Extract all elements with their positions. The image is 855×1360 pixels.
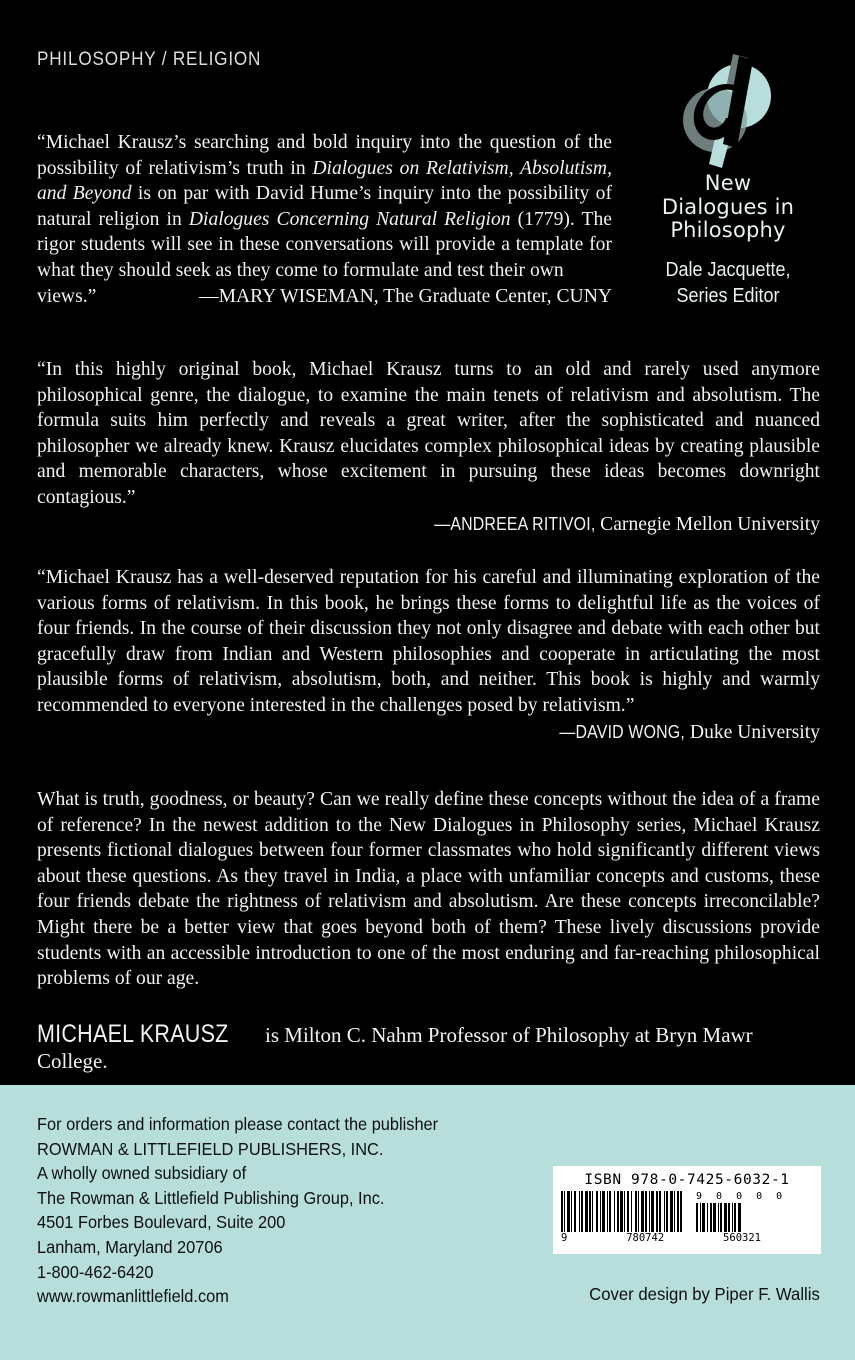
ean-group-1: 780742 [626,1232,665,1244]
blurb-2-attribution-name: —ANDREEA RITIVOI, [434,512,596,534]
book-description-text: What is truth, goodness, or beauty? Can we really define these concepts without the idea of a frame of reference? In the newest addition to the New Dialogues in Philosophy series, Michael Krausz presents fictional dialogues between four former classmates who hold significantly different views about these questions. As they travel in India, a place with unfamiliar concepts and customs, these four friends debate the rightness of relativism and absolutism. Are these concepts irreconcilable? Might there be a better view that goes beyond both of them? These lively discussions provide students with an accessible introduction to one of the most enduring and far-reaching philosophical problems of our age. [37,789,820,990]
blurb-3 [37,565,820,745]
series-name-line-1: New [704,171,752,195]
barcode-addon-number: 9 0 0 0 0 [696,1191,787,1202]
blurb-2-attribution [37,511,820,538]
ean13-bars [561,1191,682,1235]
book-description [37,787,820,992]
category-label: PHILOSOPHY / RELIGION [37,48,262,70]
series-name-line-2: Dialogues in [661,194,795,219]
publisher-group: The Rowman & Littlefield Publishing Group, Inc. [37,1187,385,1208]
blurb-1 [37,130,612,309]
blurb-2-text: “In this highly original book, Michael Krausz turns to an old and rarely used anymore philosophical genre, the dialogue, to examine the main tenets of relativism and absolutism. The formula suits him perfectly and reveals a great writer, after the sophisticated and nuanced philosopher we already knew. Krausz elucidates complex philosophical ideas by creating plausible and memorable characters, whose excitement in pursuing these ideas becomes downright contagious.” [37,359,820,508]
barcode-bars-row [553,1191,821,1243]
blurb-1-attribution-name: —MARY WISEMAN, [199,285,379,307]
blurb-3-attribution-affiliation: Duke University [685,721,820,743]
ean-group-2: 560321 [723,1232,761,1244]
publisher-line-3: A wholly owned subsidiary of [37,1163,247,1184]
blurb-1-attribution-affiliation: The Graduate Center, CUNY [378,285,612,307]
author-bio-line [37,1020,827,1074]
blurb-3-attribution [37,719,820,746]
publisher-name: ROWMAN & LITTLEFIELD PUBLISHERS, INC. [37,1138,384,1159]
blurb-1-attribution [199,284,612,310]
ean13-digits [561,1232,761,1244]
publisher-street: 4501 Forbes Boulevard, Suite 200 [37,1212,286,1233]
blurb-1-last-word: views.” [37,285,97,307]
blurb-1-part-3: (1779). The rigor students will see in these conversations will provide a template for what they should seek as they come to formulate and test their own [37,208,612,281]
publisher-line-1: For orders and information please contact the publisher [37,1114,439,1134]
blurb-1-text [37,130,612,284]
series-editor [638,258,818,309]
ean-check-digit: 9 [561,1232,568,1244]
series-name [628,172,828,243]
new-dialogues-philosophy-logo-icon [673,52,783,170]
blurb-1-italic-title-2: Dialogues Concerning Natural Religion [188,208,511,230]
blurb-3-text: “Michael Krausz has a well-deserved reputation for his careful and illuminating exploration of the various forms of relativism. In this book, he brings these forms to delightful life as the voices of four friends. In the course of their discussion they not only disagree and debate with each other but gracefully draw from Indian and Western philosophies and cooperate in articulating the most plausible forms of relativism, absolutism, both, and neither. This book is highly and warmly recommended to everyone interested in the challenges posed by relativism.” [37,567,820,716]
blurb-3-attribution-name: —DAVID WONG, [559,720,686,742]
blurb-1-last-line [37,284,612,310]
blurb-1-italic-title-1: Dialogues on Relativism, Absolutism, and Beyond [37,157,612,205]
series-logo-block [628,52,828,309]
publisher-website[interactable]: www.rowmanlittlefield.com [37,1286,229,1307]
series-name-line-3: Philosophy [670,218,786,243]
isbn-number: ISBN 978-0-7425-6032-1 [584,1172,790,1188]
isbn-barcode [553,1166,821,1254]
cover-design-credit: Cover design by Piper F. Wallis [589,1284,820,1304]
publisher-phone: 1-800-462-6420 [37,1261,154,1282]
publisher-city: Lanham, Maryland 20706 [37,1236,223,1257]
author-name: MICHAEL KRAUSZ [37,1020,229,1048]
series-editor-role: Series Editor [676,284,780,307]
blurb-2 [37,357,820,537]
series-editor-name: Dale Jacquette, [665,259,791,282]
publisher-info [37,1112,438,1309]
blurb-1-part-2: is on par with David Hume’s inquiry into the possibility of natural religion in [37,183,613,230]
author-bio-text: is Milton C. Nahm Professor of Philosophy at Bryn Mawr College. [37,1023,753,1073]
blurb-1-part-1: “Michael Krausz’s searching and bold inquiry into the question of the possibility of relativism’s truth in [37,132,612,179]
blurb-2-attribution-affiliation: Carnegie Mellon University [595,513,820,535]
